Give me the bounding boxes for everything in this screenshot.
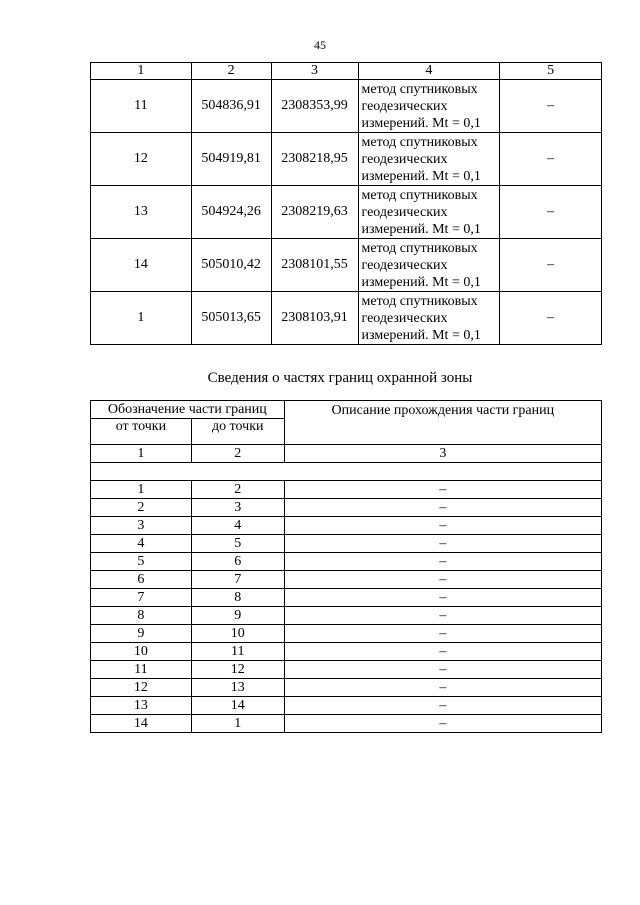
note-cell: – — [500, 292, 602, 345]
method-description — [358, 186, 500, 239]
part-description: – — [284, 607, 601, 625]
method-line: измерений. Mt = 0,1 — [361, 327, 481, 343]
from-point: 4 — [91, 535, 192, 553]
part-description: – — [284, 679, 601, 697]
method-description — [358, 80, 500, 133]
method-line: измерений. Mt = 0,1 — [361, 115, 481, 131]
table-row — [91, 607, 602, 625]
part-description: – — [284, 715, 601, 733]
method-line: геодезических — [361, 98, 448, 114]
column-header: 1 — [91, 63, 192, 80]
method-description — [358, 239, 500, 292]
y-coordinate: 2308103,91 — [271, 292, 358, 345]
to-point: 7 — [191, 571, 284, 589]
part-description: – — [284, 517, 601, 535]
to-point: 6 — [191, 553, 284, 571]
column-number: 2 — [191, 445, 284, 463]
part-description: – — [284, 643, 601, 661]
from-point: 14 — [91, 715, 192, 733]
x-coordinate: 504924,26 — [191, 186, 271, 239]
table-header-row — [91, 63, 602, 80]
from-point: 5 — [91, 553, 192, 571]
header-from-point: от точки — [91, 419, 192, 445]
table-row — [91, 643, 602, 661]
table-row — [91, 517, 602, 535]
method-line: метод спутниковых — [361, 81, 478, 97]
from-point: 6 — [91, 571, 192, 589]
column-header: 3 — [271, 63, 358, 80]
note-cell: – — [500, 186, 602, 239]
note-cell: – — [500, 239, 602, 292]
table-row — [91, 186, 602, 239]
x-coordinate: 505010,42 — [191, 239, 271, 292]
point-number: 13 — [91, 186, 192, 239]
header-description: Описание прохождения части границ — [284, 401, 601, 445]
header-to-point: до точки — [191, 419, 284, 445]
to-point: 14 — [191, 697, 284, 715]
table-row — [91, 239, 602, 292]
to-point: 9 — [191, 607, 284, 625]
to-point: 12 — [191, 661, 284, 679]
note-cell: – — [500, 80, 602, 133]
table-row — [91, 133, 602, 186]
from-point: 2 — [91, 499, 192, 517]
method-line: геодезических — [361, 310, 448, 326]
method-description — [358, 133, 500, 186]
column-number: 3 — [284, 445, 601, 463]
method-line: измерений. Mt = 0,1 — [361, 274, 481, 290]
point-number: 1 — [91, 292, 192, 345]
column-header: 4 — [358, 63, 500, 80]
method-line: геодезических — [361, 151, 448, 167]
method-line: метод спутниковых — [361, 187, 478, 203]
column-header: 2 — [191, 63, 271, 80]
y-coordinate: 2308101,55 — [271, 239, 358, 292]
to-point: 3 — [191, 499, 284, 517]
from-point: 10 — [91, 643, 192, 661]
to-point: 11 — [191, 643, 284, 661]
point-number: 12 — [91, 133, 192, 186]
method-line: измерений. Mt = 0,1 — [361, 168, 481, 184]
part-description: – — [284, 661, 601, 679]
column-header: 5 — [500, 63, 602, 80]
coordinates-table — [90, 62, 602, 345]
empty-cell — [91, 463, 602, 481]
table-header-row — [91, 401, 602, 419]
from-point: 9 — [91, 625, 192, 643]
from-point: 3 — [91, 517, 192, 535]
to-point: 4 — [191, 517, 284, 535]
to-point: 13 — [191, 679, 284, 697]
part-description: – — [284, 481, 601, 499]
table-row — [91, 625, 602, 643]
method-line: геодезических — [361, 204, 448, 220]
table-row — [91, 679, 602, 697]
x-coordinate: 504919,81 — [191, 133, 271, 186]
part-description: – — [284, 589, 601, 607]
y-coordinate: 2308218,95 — [271, 133, 358, 186]
x-coordinate: 505013,65 — [191, 292, 271, 345]
table-row — [91, 292, 602, 345]
from-point: 13 — [91, 697, 192, 715]
table-row — [91, 661, 602, 679]
part-description: – — [284, 499, 601, 517]
boundary-parts-table — [90, 400, 602, 733]
table-row — [91, 571, 602, 589]
method-line: измерений. Mt = 0,1 — [361, 221, 481, 237]
part-description: – — [284, 535, 601, 553]
to-point: 1 — [191, 715, 284, 733]
method-line: метод спутниковых — [361, 240, 478, 256]
part-description: – — [284, 697, 601, 715]
part-description: – — [284, 571, 601, 589]
from-point: 11 — [91, 661, 192, 679]
column-number-row — [91, 445, 602, 463]
point-number: 11 — [91, 80, 192, 133]
from-point: 8 — [91, 607, 192, 625]
section-title: Сведения о частях границ охранной зоны — [207, 370, 473, 386]
empty-row — [91, 463, 602, 481]
to-point: 8 — [191, 589, 284, 607]
page-number: 45 — [314, 38, 326, 52]
note-cell: – — [500, 133, 602, 186]
method-description — [358, 292, 500, 345]
to-point: 5 — [191, 535, 284, 553]
method-line: метод спутниковых — [361, 293, 478, 309]
header-group-label: Обозначение части границ — [91, 401, 285, 419]
x-coordinate: 504836,91 — [191, 80, 271, 133]
from-point: 12 — [91, 679, 192, 697]
point-number: 14 — [91, 239, 192, 292]
table-row — [91, 80, 602, 133]
from-point: 7 — [91, 589, 192, 607]
part-description: – — [284, 553, 601, 571]
y-coordinate: 2308353,99 — [271, 80, 358, 133]
to-point: 2 — [191, 481, 284, 499]
table-row — [91, 499, 602, 517]
table-row — [91, 697, 602, 715]
table-row — [91, 553, 602, 571]
table-row — [91, 589, 602, 607]
table-row — [91, 535, 602, 553]
part-description: – — [284, 625, 601, 643]
from-point: 1 — [91, 481, 192, 499]
table-row — [91, 715, 602, 733]
column-number: 1 — [91, 445, 192, 463]
method-line: геодезических — [361, 257, 448, 273]
table-row — [91, 481, 602, 499]
method-line: метод спутниковых — [361, 134, 478, 150]
y-coordinate: 2308219,63 — [271, 186, 358, 239]
to-point: 10 — [191, 625, 284, 643]
